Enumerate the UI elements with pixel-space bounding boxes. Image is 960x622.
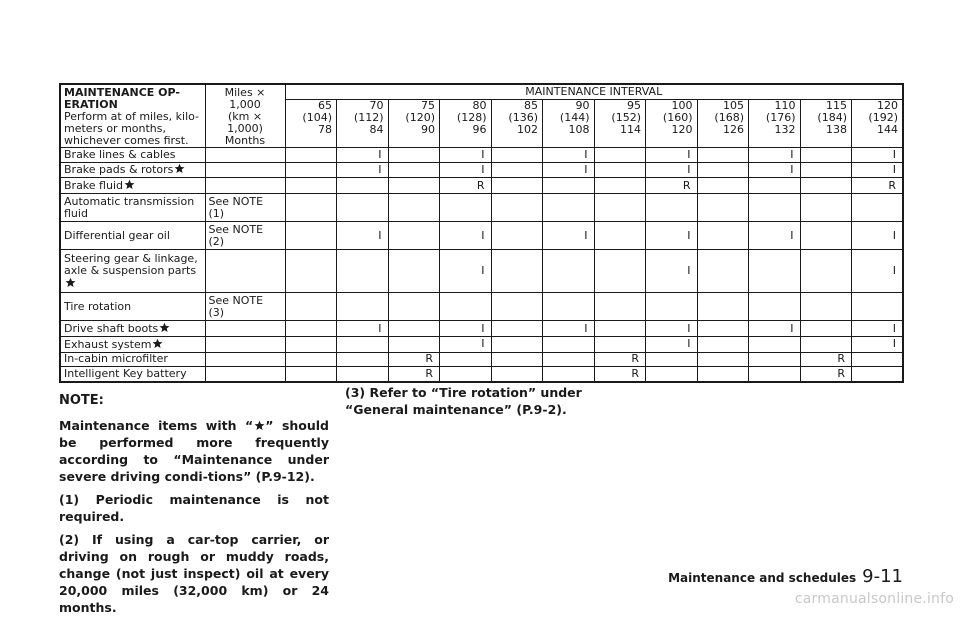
interval-mark-cell: [594, 162, 646, 178]
interval-mark-cell: [491, 178, 543, 194]
note-reference-cell: See NOTE (1): [205, 194, 285, 222]
note-reference-cell: [205, 162, 285, 178]
interval-months: 138: [826, 123, 847, 136]
note-reference-cell: [205, 352, 285, 367]
interval-mark-cell: [491, 194, 543, 222]
interval-mark-cell: I: [543, 162, 595, 178]
interval-mark-cell: I: [852, 336, 904, 352]
operation-header-description: Perform at of miles, kilo- meters or months, whichever comes first.: [64, 110, 200, 147]
interval-months: 102: [517, 123, 538, 136]
note-star-intro: [59, 417, 329, 485]
interval-column-header: [543, 100, 595, 148]
operation-cell: [60, 293, 205, 321]
page-footer: [668, 566, 903, 587]
interval-column-header: [285, 100, 337, 148]
interval-header: MAINTENANCE INTERVAL: [285, 84, 903, 100]
interval-mark-cell: [697, 250, 749, 293]
interval-mark-cell: R: [852, 178, 904, 194]
interval-mark-cell: I: [646, 321, 698, 337]
interval-mark-cell: I: [749, 162, 801, 178]
operation-label: Brake lines & cables: [64, 147, 176, 161]
star-icon: [124, 179, 135, 190]
interval-mark-cell: R: [388, 367, 440, 382]
interval-mark-cell: [440, 367, 492, 382]
interval-mark-cell: [543, 367, 595, 382]
interval-mark-cell: R: [388, 352, 440, 367]
interval-months: 84: [369, 123, 384, 136]
interval-mark-cell: [800, 250, 852, 293]
operation-label: Steering gear & linkage, axle & suspension parts: [64, 251, 198, 277]
interval-km: (112): [353, 111, 384, 124]
note-reference-cell: [205, 367, 285, 382]
interval-mark-cell: I: [440, 336, 492, 352]
interval-mark-cell: [749, 178, 801, 194]
interval-mark-cell: [285, 367, 337, 382]
interval-km: (192): [868, 111, 898, 124]
interval-months: 108: [568, 123, 590, 136]
note-3: (3) Refer to “Tire rotation” under “General maintenance” (P.9-2).: [345, 385, 582, 417]
note-reference-cell: [205, 250, 285, 293]
table-row: [60, 148, 903, 163]
interval-months: 90: [421, 123, 435, 136]
interval-mark-cell: I: [646, 336, 698, 352]
interval-mark-cell: [543, 250, 595, 293]
interval-mark-cell: [800, 321, 852, 337]
interval-km: (104): [302, 111, 332, 124]
notes-right-column: [345, 384, 645, 418]
table-row: [60, 162, 903, 178]
interval-mark-cell: [749, 367, 801, 382]
interval-mark-cell: [285, 336, 337, 352]
notes-heading: NOTE:: [59, 393, 104, 408]
interval-miles: 110: [774, 99, 796, 112]
interval-mark-cell: I: [543, 148, 595, 163]
operation-cell: [60, 162, 205, 178]
interval-mark-cell: [491, 352, 543, 367]
interval-mark-cell: [285, 293, 337, 321]
note-1: (1) Periodic maintenance is not required.: [59, 492, 329, 524]
footer-page-number: 9-11: [862, 566, 903, 587]
interval-mark-cell: [285, 194, 337, 222]
interval-months: 96: [472, 123, 487, 136]
interval-mark-cell: [594, 336, 646, 352]
table-row: [60, 194, 903, 222]
interval-mark-cell: [285, 148, 337, 163]
interval-column-header: [852, 100, 904, 148]
interval-mark-cell: I: [440, 148, 492, 163]
interval-mark-cell: [543, 336, 595, 352]
operation-label: Exhaust system: [64, 337, 152, 351]
interval-mark-cell: I: [440, 222, 492, 250]
interval-mark-cell: [388, 194, 440, 222]
interval-km: (160): [662, 111, 693, 124]
interval-mark-cell: I: [749, 321, 801, 337]
interval-km: (144): [559, 111, 590, 124]
interval-mark-cell: [646, 367, 698, 382]
interval-months: 120: [671, 123, 693, 136]
interval-mark-cell: [800, 178, 852, 194]
interval-mark-cell: [543, 293, 595, 321]
operation-label: In-cabin microfilter: [64, 352, 168, 366]
interval-mark-cell: [697, 162, 749, 178]
interval-mark-cell: [337, 194, 389, 222]
operation-label: Brake fluid: [64, 179, 123, 193]
interval-mark-cell: [697, 367, 749, 382]
interval-mark-cell: [594, 222, 646, 250]
note-reference-cell: [205, 148, 285, 163]
interval-column-header: [594, 100, 646, 148]
interval-mark-cell: [852, 293, 904, 321]
operation-header-title: MAINTENANCE OP- ERATION: [64, 86, 180, 111]
notes-left-column: [59, 392, 329, 622]
interval-mark-cell: [337, 250, 389, 293]
interval-mark-cell: I: [543, 222, 595, 250]
interval-mark-cell: [697, 293, 749, 321]
interval-mark-cell: [440, 194, 492, 222]
table-row: [60, 321, 903, 337]
interval-mark-cell: [697, 178, 749, 194]
interval-mark-cell: [800, 293, 852, 321]
interval-mark-cell: [388, 321, 440, 337]
interval-mark-cell: I: [337, 222, 389, 250]
interval-mark-cell: [800, 336, 852, 352]
interval-mark-cell: I: [337, 321, 389, 337]
interval-mark-cell: [388, 162, 440, 178]
interval-mark-cell: [646, 194, 698, 222]
interval-mark-cell: R: [800, 367, 852, 382]
interval-mark-cell: I: [852, 250, 904, 293]
operation-label: Tire rotation: [64, 299, 132, 313]
interval-mark-cell: [337, 367, 389, 382]
operation-cell: [60, 194, 205, 222]
star-icon: [254, 420, 265, 431]
interval-mark-cell: [337, 178, 389, 194]
interval-mark-cell: I: [852, 222, 904, 250]
interval-mark-cell: [800, 222, 852, 250]
interval-mark-cell: [337, 352, 389, 367]
interval-mark-cell: I: [337, 148, 389, 163]
interval-mark-cell: [697, 148, 749, 163]
interval-mark-cell: [337, 336, 389, 352]
interval-mark-cell: I: [852, 162, 904, 178]
table-row: [60, 178, 903, 194]
interval-mark-cell: [749, 250, 801, 293]
interval-miles: 70: [369, 99, 384, 112]
interval-mark-cell: R: [440, 178, 492, 194]
interval-months: 114: [620, 123, 641, 136]
interval-mark-cell: [749, 194, 801, 222]
interval-mark-cell: I: [749, 222, 801, 250]
interval-column-header: [440, 100, 492, 148]
interval-mark-cell: [491, 321, 543, 337]
operation-label: Differential gear oil: [64, 228, 170, 242]
interval-mark-cell: [285, 321, 337, 337]
interval-mark-cell: [440, 352, 492, 367]
operation-label: Drive shaft boots: [64, 322, 159, 335]
interval-mark-cell: [491, 222, 543, 250]
interval-mark-cell: [491, 148, 543, 163]
interval-mark-cell: [543, 352, 595, 367]
operation-cell: [60, 321, 205, 337]
star-icon: [65, 277, 76, 288]
interval-mark-cell: [491, 162, 543, 178]
interval-mark-cell: I: [337, 162, 389, 178]
interval-miles: 120: [877, 99, 898, 112]
interval-mark-cell: R: [594, 367, 646, 382]
interval-mark-cell: I: [646, 250, 698, 293]
interval-mark-cell: [337, 293, 389, 321]
note-reference-cell: [205, 178, 285, 194]
interval-mark-cell: I: [852, 148, 904, 163]
interval-mark-cell: [285, 250, 337, 293]
interval-column-header: [749, 100, 801, 148]
interval-mark-cell: [285, 222, 337, 250]
interval-km: (168): [714, 111, 744, 124]
interval-mark-cell: [285, 178, 337, 194]
interval-mark-cell: I: [646, 222, 698, 250]
interval-mark-cell: [491, 250, 543, 293]
interval-mark-cell: [491, 293, 543, 321]
interval-mark-cell: I: [440, 162, 492, 178]
table-row: [60, 250, 903, 293]
table-row: [60, 367, 903, 382]
interval-mark-cell: [646, 352, 698, 367]
interval-mark-cell: [594, 321, 646, 337]
interval-mark-cell: [285, 352, 337, 367]
interval-km: (184): [817, 111, 847, 124]
table-row: [60, 352, 903, 367]
interval-mark-cell: [594, 148, 646, 163]
interval-months: 132: [774, 123, 796, 136]
interval-mark-cell: [646, 293, 698, 321]
schedule-body: [60, 148, 903, 383]
interval-mark-cell: I: [440, 321, 492, 337]
interval-mark-cell: [388, 148, 440, 163]
interval-mark-cell: [388, 336, 440, 352]
interval-mark-cell: [852, 352, 904, 367]
interval-mark-cell: [749, 293, 801, 321]
interval-months: 144: [877, 123, 898, 136]
operation-label: Automatic transmission fluid: [64, 194, 195, 220]
footer-section-title: Maintenance and schedules: [668, 571, 857, 585]
interval-miles: 80: [472, 99, 487, 112]
interval-km: (128): [456, 111, 487, 124]
interval-column-header: [337, 100, 389, 148]
interval-months: 78: [318, 123, 332, 136]
operation-cell: [60, 222, 205, 250]
interval-mark-cell: [749, 336, 801, 352]
note-reference-cell: See NOTE (2): [205, 222, 285, 250]
interval-miles: 100: [671, 99, 693, 112]
interval-miles: 105: [723, 99, 744, 112]
operation-label: Brake pads & rotors: [64, 163, 174, 177]
star-icon: [152, 338, 163, 349]
table-row: [60, 293, 903, 321]
interval-mark-cell: [388, 250, 440, 293]
interval-mark-cell: [852, 367, 904, 382]
interval-mark-cell: [491, 336, 543, 352]
interval-column-header: [491, 100, 543, 148]
interval-mark-cell: I: [646, 148, 698, 163]
interval-mark-cell: [543, 178, 595, 194]
interval-column-header: [646, 100, 698, 148]
interval-mark-cell: R: [594, 352, 646, 367]
interval-mark-cell: I: [440, 250, 492, 293]
interval-mark-cell: I: [543, 321, 595, 337]
interval-km: (120): [405, 111, 435, 124]
interval-mark-cell: [594, 250, 646, 293]
operation-cell: [60, 352, 205, 367]
interval-mark-cell: I: [749, 148, 801, 163]
interval-mark-cell: [697, 194, 749, 222]
interval-mark-cell: R: [646, 178, 698, 194]
interval-mark-cell: I: [646, 162, 698, 178]
table-row: [60, 222, 903, 250]
interval-mark-cell: [388, 222, 440, 250]
interval-mark-cell: [697, 321, 749, 337]
interval-mark-cell: I: [852, 321, 904, 337]
watermark: carmanualsonline.info: [794, 591, 954, 607]
interval-mark-cell: [388, 178, 440, 194]
note-star-intro-a: Maintenance items with “: [59, 418, 254, 433]
table-row: [60, 336, 903, 352]
interval-mark-cell: [852, 194, 904, 222]
interval-miles: 115: [826, 99, 847, 112]
interval-miles: 75: [421, 99, 435, 112]
interval-mark-cell: [594, 178, 646, 194]
operation-cell: [60, 336, 205, 352]
interval-miles: 95: [627, 99, 641, 112]
interval-mark-cell: [749, 352, 801, 367]
interval-mark-cell: [800, 148, 852, 163]
interval-km: (152): [611, 111, 641, 124]
note-reference-cell: [205, 336, 285, 352]
interval-mark-cell: [594, 194, 646, 222]
interval-miles: 85: [524, 99, 538, 112]
maintenance-schedule-table: [59, 83, 904, 383]
interval-column-header: [697, 100, 749, 148]
interval-mark-cell: [440, 293, 492, 321]
units-header: Miles × 1,000 (km × 1,000) Months: [205, 84, 285, 148]
operation-cell: [60, 250, 205, 293]
operation-label: Intelligent Key battery: [64, 367, 187, 381]
operation-cell: [60, 148, 205, 163]
interval-km: (176): [765, 111, 796, 124]
interval-miles: 65: [318, 99, 332, 112]
note-2: (2) If using a car-top carrier, or driving on rough or muddy roads, change (not just inspect) oil at every 20,000 miles (32,000 km) or 24 months.: [59, 532, 329, 615]
interval-mark-cell: [491, 367, 543, 382]
interval-mark-cell: [697, 336, 749, 352]
interval-mark-cell: R: [800, 352, 852, 367]
note-reference-cell: See NOTE (3): [205, 293, 285, 321]
interval-mark-cell: [285, 162, 337, 178]
interval-mark-cell: [800, 194, 852, 222]
interval-mark-cell: [697, 352, 749, 367]
note-star-intro-b: ” should be performed more frequently according to “Maintenance under severe driving condi-tions” (P.9-12).: [59, 418, 329, 484]
note-reference-cell: [205, 321, 285, 337]
interval-miles: 90: [575, 99, 590, 112]
interval-mark-cell: [388, 293, 440, 321]
star-icon: [159, 322, 170, 333]
interval-mark-cell: [800, 162, 852, 178]
interval-months: 126: [723, 123, 744, 136]
operation-cell: [60, 367, 205, 382]
interval-km: (136): [508, 111, 538, 124]
interval-mark-cell: [543, 194, 595, 222]
interval-column-header: [388, 100, 440, 148]
interval-column-header: [800, 100, 852, 148]
interval-mark-cell: [594, 293, 646, 321]
interval-mark-cell: [697, 222, 749, 250]
star-icon: [174, 163, 185, 174]
operation-header: [60, 84, 205, 148]
operation-cell: [60, 178, 205, 194]
